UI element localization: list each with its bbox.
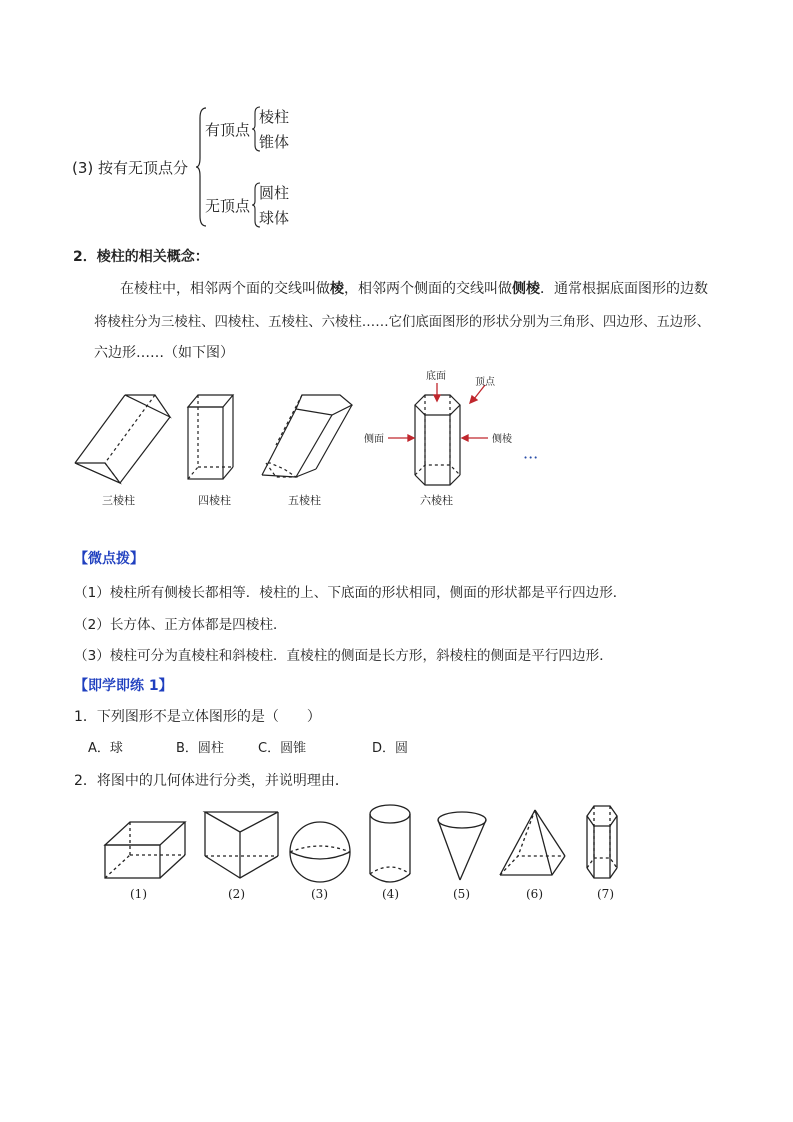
para-l1-c: ，相邻两个侧面的交线叫做 xyxy=(344,281,512,297)
pentagonal-prism-icon xyxy=(262,395,352,477)
cone-icon xyxy=(438,812,486,880)
label-quadrangular-prism: 四棱柱 xyxy=(198,494,231,507)
option-c[interactable]: C．圆锥 xyxy=(258,741,307,756)
solids-figure xyxy=(100,800,640,905)
quadrangular-prism-icon xyxy=(188,395,233,479)
label-hexagonal-prism: 六棱柱 xyxy=(420,494,453,507)
tip-3: （3）棱柱可分为直棱柱和斜棱柱．直棱柱的侧面是长方形，斜棱柱的侧面是平行四边形． xyxy=(74,648,613,664)
tips-heading: 【微点拨】 xyxy=(74,551,144,567)
hexagonal-prism-2-icon xyxy=(587,806,617,878)
ellipsis-dots: ··· xyxy=(523,448,539,467)
triangular-prism-icon xyxy=(75,395,170,483)
annotation-top-face: 底面 xyxy=(426,371,446,382)
question-1: 1．下列图形不是立体图形的是（ ） xyxy=(74,709,321,725)
annotation-side-edge: 侧棱 xyxy=(492,434,512,445)
question-2: 2．将图中的几何体进行分类，并说明理由． xyxy=(74,773,349,789)
tip-2: （2）长方体、正方体都是四棱柱． xyxy=(74,617,287,633)
pyramid-icon xyxy=(500,810,565,875)
section2-paragraph-line3: 六边形……（如下图） xyxy=(94,345,234,361)
classification-label: (3) 按有无顶点分 xyxy=(72,159,189,177)
group2-item-2: 球体 xyxy=(259,209,290,227)
prism-figure xyxy=(70,365,560,515)
group2-name: 无顶点 xyxy=(205,197,251,215)
group2-item-1: 圆柱 xyxy=(259,184,290,202)
solid-label-6: (6) xyxy=(526,887,543,901)
label-pentagonal-prism: 五棱柱 xyxy=(288,494,321,507)
option-b[interactable]: B．圆柱 xyxy=(176,741,224,756)
para-l1-a: 在棱柱中，相邻两个面的交线叫做 xyxy=(120,281,330,297)
hexagonal-prism-icon xyxy=(415,395,460,485)
solid-label-2: (2) xyxy=(228,887,245,901)
group1-name: 有顶点 xyxy=(205,121,251,139)
section2-paragraph-line2: 将棱柱分为三棱柱、四棱柱、五棱柱、六棱柱……它们底面图形的形状分别为三角形、四边形、五边形、 xyxy=(94,315,710,330)
option-d[interactable]: D．圆 xyxy=(372,741,409,756)
sphere-icon xyxy=(290,822,350,882)
group1-item-2: 锥体 xyxy=(259,133,290,151)
section2-heading: 2．棱柱的相关概念： xyxy=(73,249,209,265)
group1-item-1: 棱柱 xyxy=(259,108,290,126)
solid-label-3: (3) xyxy=(311,887,328,901)
term-edge: 棱 xyxy=(330,281,344,297)
solid-label-4: (4) xyxy=(382,887,399,901)
annotation-vertex: 顶点 xyxy=(475,377,495,388)
practice-heading: 【即学即练 1】 xyxy=(74,678,173,694)
solid-label-7: (7) xyxy=(597,887,614,901)
cylinder-icon xyxy=(370,805,410,882)
solid-label-5: (5) xyxy=(453,887,470,901)
term-side-edge: 侧棱 xyxy=(512,281,540,297)
cuboid-icon xyxy=(105,822,185,878)
option-a[interactable]: A．球 xyxy=(88,741,123,756)
tip-1: （1）棱柱所有侧棱长都相等．棱柱的上、下底面的形状相同，侧面的形状都是平行四边形． xyxy=(74,585,627,601)
para-l1-e: ．通常根据底面图形的边数 xyxy=(540,281,708,297)
section2-paragraph-line1 xyxy=(120,278,708,298)
triangular-prism-2-icon xyxy=(205,812,278,878)
annotation-side-face: 侧面 xyxy=(364,434,384,445)
label-triangular-prism: 三棱柱 xyxy=(102,494,135,507)
solid-label-1: (1) xyxy=(130,887,147,901)
